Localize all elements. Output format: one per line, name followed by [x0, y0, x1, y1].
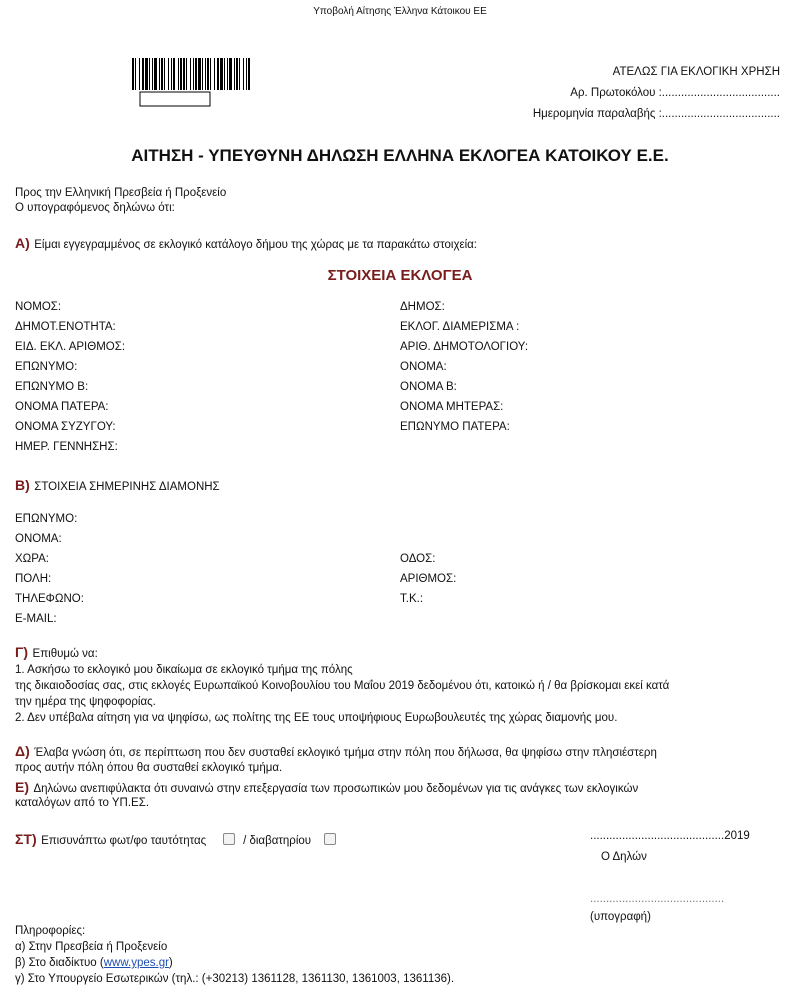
field-eponymo-b[interactable]: ΕΠΩΝΥΜΟ Β:: [15, 381, 89, 393]
field-eponymo[interactable]: ΕΠΩΝΥΜΟ:: [15, 361, 78, 373]
declarant-label: Ο Δηλών: [601, 851, 647, 863]
section-g-letter: Γ): [15, 644, 29, 660]
field-dimos[interactable]: ΔΗΜΟΣ:: [400, 301, 445, 313]
barcode-bar: [145, 58, 148, 90]
barcode: [128, 56, 256, 108]
section-a-letter: Α): [15, 235, 30, 251]
section-st: [15, 831, 340, 849]
section-d: [15, 743, 657, 761]
intro-line-1: Προς την Ελληνική Πρεσβεία ή Προξενείο: [15, 187, 227, 199]
signature-line[interactable]: ..........................................: [590, 893, 725, 905]
barcode-bar: [248, 58, 250, 90]
barcode-bar: [178, 58, 179, 90]
barcode-bar: [198, 58, 201, 90]
barcode-bar: [173, 58, 175, 90]
field-res-tk[interactable]: Τ.Κ.:: [400, 593, 424, 605]
section-b-letter: Β): [15, 477, 30, 493]
field-onoma[interactable]: ΟΝΟΜΑ:: [400, 361, 447, 373]
field-res-email[interactable]: E-MAIL:: [15, 613, 57, 625]
barcode-bar: [202, 58, 203, 90]
section-e-line-1: Δηλώνω ανεπιφύλακτα ότι συναινώ στην επεξεργασία των προσωπικών μου δεδομένων για τις ανάγκες των εκλογικών: [33, 783, 639, 795]
passport-label: / διαβατηρίου: [243, 835, 312, 847]
barcode-bar: [207, 58, 209, 90]
section-g-line-1: 1. Ασκήσω το εκλογικό μου δικαίωμα σε εκλογικό τμήμα της πόλης: [15, 664, 353, 676]
passport-checkbox[interactable]: [324, 833, 336, 845]
barcode-bar: [210, 58, 211, 90]
section-g-line-3: την ημέρα της ψηφοφορίας.: [15, 696, 156, 708]
section-g: [15, 644, 98, 662]
field-onoma-b[interactable]: ΟΝΟΜΑ Β:: [400, 381, 457, 393]
barcode-bar: [171, 58, 172, 90]
barcode-bar: [183, 58, 185, 90]
barcode-bar: [180, 58, 182, 90]
field-ekl-diamerisma[interactable]: ΕΚΛΟΓ. ΔΙΑΜΕΡΙΣΜΑ :: [400, 321, 520, 333]
section-e: [15, 779, 638, 797]
intro-line-2: Ο υπογραφόμενος δηλώνω ότι:: [15, 202, 175, 214]
section-g-text: Επιθυμώ να:: [32, 648, 98, 660]
info-b-suffix: ): [168, 957, 173, 969]
field-nomos[interactable]: ΝΟΜΟΣ:: [15, 301, 62, 313]
field-arith-dimotologiou[interactable]: ΑΡΙΘ. ΔΗΜΟΤΟΛΟΓΙΟΥ:: [400, 341, 529, 353]
section-st-letter: ΣΤ): [15, 831, 37, 847]
barcode-bar: [243, 58, 244, 90]
barcode-bar: [236, 58, 238, 90]
field-imer-gennisis[interactable]: ΗΜΕΡ. ΓΕΝΝΗΣΗΣ:: [15, 441, 118, 453]
info-title: Πληροφορίες:: [15, 925, 86, 937]
barcode-bar: [161, 58, 163, 90]
document-header-title: Υποβολή Αίτησης Έλληνα Κάτοικου ΕΕ: [313, 6, 487, 17]
section-e-line-2: καταλόγων από το ΥΠ.ΕΣ.: [15, 797, 150, 809]
signature-label: (υπογραφή): [590, 911, 651, 923]
field-onoma-patera[interactable]: ΟΝΟΜΑ ΠΑΤΕΡΑ:: [15, 401, 109, 413]
field-res-arithmos[interactable]: ΑΡΙΘΜΟΣ:: [400, 573, 457, 585]
barcode-bar: [186, 58, 187, 90]
info-c: γ) Στο Υπουργείο Εσωτερικών (τηλ.: (+30213) 1361128, 1361130, 1361003, 1361136).: [15, 973, 455, 985]
field-res-odos[interactable]: ΟΔΟΣ:: [400, 553, 436, 565]
ypes-link[interactable]: www.ypes.gr: [103, 957, 169, 969]
id-card-checkbox[interactable]: [223, 833, 235, 845]
section-g-line-2: της δικαιοδοσίας σας, στις εκλογές Ευρωπαϊκού Κοινοβουλίου του Μαΐου 2019 δεδομένου ότι, κατοικώ ή / θα βρίσκομαι εκεί κατά: [15, 680, 670, 692]
barcode-bar: [239, 58, 240, 90]
barcode-bar: [224, 58, 225, 90]
exempt-label: ΑΤΕΛΩΣ ΓΙΑ ΕΚΛΟΓΙΚΗ ΧΡΗΣΗ: [612, 66, 780, 78]
field-res-eponymo[interactable]: ΕΠΩΝΥΜΟ:: [15, 513, 78, 525]
field-res-poli[interactable]: ΠΟΛΗ:: [15, 573, 52, 585]
barcode-bar: [234, 58, 235, 90]
barcode-bar: [159, 58, 160, 90]
barcode-bar: [229, 58, 232, 90]
barcode-bar: [193, 58, 194, 90]
section-g-line-4: 2. Δεν υπέβαλα αίτηση για να ψηφίσω, ως πολίτης της ΕΕ τους υποψήφιους Ευρωβουλευτές της χώρας διαμονής μου.: [15, 712, 618, 724]
barcode-bar: [246, 58, 247, 90]
section-d-line-1: Έλαβα γνώση ότι, σε περίπτωση που δεν συσταθεί εκλογικό τμήμα στην πόλη που δήλωσα, θα ψηφίσω στην πλησιέστερη: [34, 747, 657, 759]
field-res-onoma[interactable]: ΟΝΟΜΑ:: [15, 533, 62, 545]
barcode-bar: [220, 58, 223, 90]
field-eid-ekl-arithmos[interactable]: ΕΙΔ. ΕΚΛ. ΑΡΙΘΜΟΣ:: [15, 341, 126, 353]
barcode-bar: [135, 58, 136, 90]
info-b-prefix: β) Στο διαδίκτυο (: [15, 957, 104, 969]
barcode-bar: [168, 58, 169, 90]
barcode-bar: [132, 58, 134, 90]
section-d-line-2: προς αυτήν πόλη όπου θα συσταθεί εκλογικό τμήμα.: [15, 762, 283, 774]
barcode-bar: [149, 58, 150, 90]
barcode-bar: [214, 58, 215, 90]
barcode-bar: [195, 58, 197, 90]
section-d-letter: Δ): [15, 743, 30, 759]
barcode-bar: [227, 58, 228, 90]
barcode-bar: [164, 58, 165, 90]
signature-date-field[interactable]: ..........................................2019: [590, 830, 750, 842]
barcode-bar: [139, 58, 140, 90]
field-onoma-syzygou[interactable]: ΟΝΟΜΑ ΣΥΖΥΓΟΥ:: [15, 421, 116, 433]
voter-details-heading: ΣΤΟΙΧΕΙΑ ΕΚΛΟΓΕΑ: [327, 267, 473, 284]
field-res-tilefono[interactable]: ΤΗΛΕΦΩΝΟ:: [15, 593, 84, 605]
main-title: ΑΙΤΗΣΗ - ΥΠΕΥΘΥΝΗ ΔΗΛΩΣΗ ΕΛΛΗΝΑ ΕΚΛΟΓΕΑ ΚΑΤΟΙΚΟΥ Ε.Ε.: [131, 146, 669, 165]
section-st-text: Επισυνάπτω φωτ/φο ταυτότητας: [41, 835, 207, 847]
section-e-letter: Ε): [15, 779, 29, 795]
field-dimot-enotita[interactable]: ΔΗΜΟΤ.ΕΝΟΤΗΤΑ:: [15, 321, 116, 333]
section-a-text: Είμαι εγγεγραμμένος σε εκλογικό κατάλογο δήμου της χώρας με τα παρακάτω στοιχεία:: [34, 239, 478, 251]
section-b-text: ΣΤΟΙΧΕΙΑ ΣΗΜΕΡΙΝΗΣ ΔΙΑΜΟΝΗΣ: [34, 481, 220, 493]
barcode-bar: [190, 58, 191, 90]
barcode-bar: [217, 58, 219, 90]
field-res-xora[interactable]: ΧΩΡΑ:: [15, 553, 49, 565]
field-eponymo-patera[interactable]: ΕΠΩΝΥΜΟ ΠΑΤΕΡΑ:: [400, 421, 510, 433]
field-onoma-miteras[interactable]: ΟΝΟΜΑ ΜΗΤΕΡΑΣ:: [400, 401, 504, 413]
barcode-bar: [205, 58, 206, 90]
info-b: [15, 957, 173, 969]
section-a: [15, 235, 477, 253]
barcode-bar: [152, 58, 153, 90]
info-a: α) Στην Πρεσβεία ή Προξενείο: [15, 941, 168, 953]
protocol-field[interactable]: Αρ. Πρωτοκόλου :.....................................: [570, 87, 780, 99]
section-b: [15, 477, 220, 495]
received-date-field[interactable]: Ημερομηνία παραλαβής :.....................................: [532, 108, 780, 120]
barcode-bar: [142, 58, 144, 90]
barcode-bar: [154, 58, 157, 90]
